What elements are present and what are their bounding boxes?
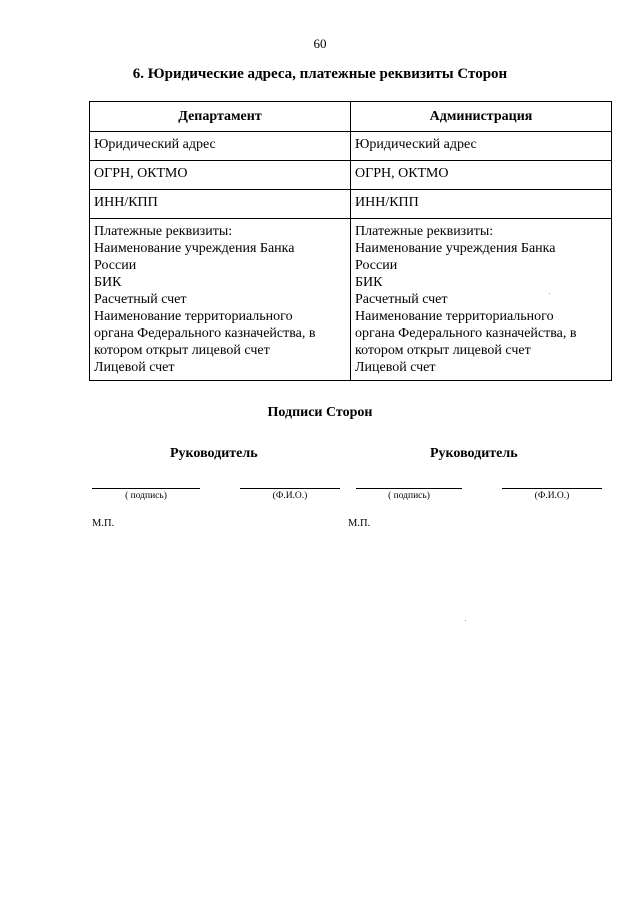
signatures-title: Подписи Сторон (267, 405, 373, 420)
requisite-line: России (355, 258, 398, 273)
left-signature-caption: ( подпись) (125, 491, 167, 501)
requisite-line: Наименование территориального (94, 309, 293, 324)
requisite-line: котором открыт лицевой счет (355, 343, 531, 358)
requisite-line: БИК (94, 275, 122, 290)
requisite-line: органа Федерального казначейства, в (94, 326, 316, 341)
requisite-line: БИК (355, 275, 383, 290)
requisite-line: Наименование территориального (355, 309, 554, 324)
left-head-label: Руководитель (170, 446, 258, 461)
requisite-line: Наименование учреждения Банка (94, 241, 295, 256)
table-row (90, 190, 612, 219)
requisite-line: органа Федерального казначейства, в (355, 326, 577, 341)
cell-payment-requisites-department (90, 219, 351, 381)
cell-inn-administration: ИНН/КПП (351, 190, 612, 219)
left-name-line (240, 488, 340, 489)
requisite-line: Наименование учреждения Банка (355, 241, 556, 256)
cell-legal-address-department: Юридический адрес (90, 132, 351, 161)
cell-ogrn-department: ОГРН, ОКТМО (90, 161, 351, 190)
table-header-row (90, 102, 612, 132)
requisite-line: котором открыт лицевой счет (94, 343, 270, 358)
right-name-caption: (Ф.И.О.) (534, 491, 570, 501)
right-signature-line (356, 488, 462, 489)
section-title: 6. Юридические адреса, платежные реквизиты Сторон (132, 66, 508, 82)
requisite-line: Расчетный счет (355, 292, 448, 307)
right-name-line (502, 488, 602, 489)
requisite-line: России (94, 258, 137, 273)
cell-payment-requisites-administration (351, 219, 612, 381)
left-stamp-placeholder: М.П. (92, 518, 115, 529)
right-stamp-placeholder: М.П. (348, 518, 371, 529)
cell-inn-department: ИНН/КПП (90, 190, 351, 219)
cell-legal-address-administration: Юридический адрес (351, 132, 612, 161)
table-row (90, 161, 612, 190)
right-head-label: Руководитель (430, 446, 518, 461)
column-header-department: Департамент (90, 102, 351, 132)
left-signature-line (92, 488, 200, 489)
column-header-administration: Администрация (351, 102, 612, 132)
requisite-line: Платежные реквизиты: (355, 224, 494, 239)
left-name-caption: (Ф.И.О.) (272, 491, 308, 501)
scan-speck (549, 293, 550, 294)
requisites-table (89, 101, 612, 381)
requisite-line: Расчетный счет (94, 292, 187, 307)
cell-ogrn-administration: ОГРН, ОКТМО (351, 161, 612, 190)
requisite-line: Лицевой счет (94, 360, 175, 375)
requisite-line: Лицевой счет (355, 360, 436, 375)
table-row (90, 219, 612, 381)
requisite-line: Платежные реквизиты: (94, 224, 233, 239)
right-signature-caption: ( подпись) (388, 491, 430, 501)
table-row (90, 132, 612, 161)
scan-speck (465, 620, 466, 621)
page-number: 60 (313, 36, 327, 51)
